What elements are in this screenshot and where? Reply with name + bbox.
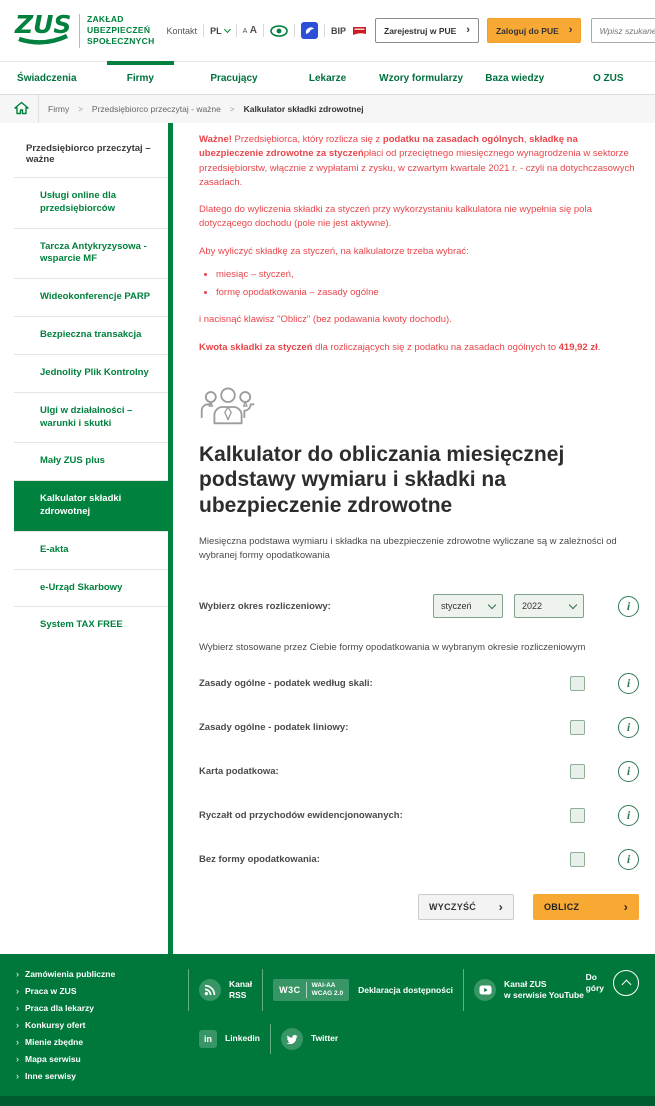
footer-middle bbox=[174, 969, 641, 1088]
info-icon[interactable]: i bbox=[618, 849, 639, 870]
nav-item-swiadczenia[interactable]: Świadczenia bbox=[17, 73, 77, 84]
divider bbox=[294, 24, 295, 37]
nav-item-pracujacy[interactable]: Pracujący bbox=[210, 73, 258, 84]
breadcrumb-separator: > bbox=[229, 104, 235, 114]
notice-bullet: • formę opodatkowania – zasady ogólne bbox=[216, 286, 639, 300]
search-input[interactable] bbox=[591, 18, 655, 43]
option-row-bez-formy bbox=[199, 849, 639, 870]
period-row bbox=[199, 594, 639, 618]
sidebar-item-e-urzad-skarbowy[interactable]: e-Urząd Skarbowy bbox=[14, 569, 173, 607]
month-select[interactable]: styczeń bbox=[433, 594, 503, 618]
nav-item-o-zus[interactable]: O ZUS bbox=[592, 73, 624, 84]
notice-bullet: • miesiąc – styczeń, bbox=[216, 268, 639, 282]
bip-logo-icon[interactable] bbox=[352, 24, 367, 38]
divider bbox=[262, 969, 263, 1011]
divider bbox=[188, 969, 189, 1011]
notice-paragraph-1: Ważne! Przedsiębiorca, który rozlicza się z podatku na zasadach ogólnych, składkę na ubezpieczenie zdrowotne za styczeńpłaci od przeciętnego miesięcznego wynagrodzenia w sektorze przedsiębiorstw, włącznie z wypłatami z zysku, w czwartym kwartale 2021 r. - czyli na dotychczasowych zasadach. bbox=[199, 134, 635, 188]
footer-link-mapa[interactable]: › Mapa serwisu bbox=[16, 1054, 81, 1065]
divider bbox=[263, 24, 264, 37]
sign-language-icon[interactable] bbox=[301, 22, 318, 39]
chevron-right-icon: › bbox=[16, 1071, 19, 1082]
info-icon[interactable]: i bbox=[618, 717, 639, 738]
checkbox-karta-podatkowa[interactable] bbox=[570, 764, 585, 779]
zus-logo-icon bbox=[14, 9, 72, 52]
chevron-right-icon: › bbox=[16, 1003, 19, 1014]
notice-paragraph-4: i nacisnąć klawisz "Oblicz" (bez podawania kwoty dochodu). bbox=[199, 314, 452, 326]
chevron-right-icon: › bbox=[16, 1054, 19, 1065]
option-label: Karta podatkowa: bbox=[199, 766, 279, 778]
divider bbox=[38, 95, 39, 123]
breadcrumb-separator: > bbox=[78, 104, 83, 114]
site-search bbox=[591, 18, 655, 43]
calculate-button[interactable]: OBLICZ › bbox=[533, 894, 639, 920]
year-select[interactable]: 2022 bbox=[514, 594, 584, 618]
sidebar-item-e-akta[interactable]: E-akta bbox=[14, 531, 173, 569]
notice-paragraph-2: Dlatego do wyliczenia składki za styczeń przy wykorzystaniu kalkulatora nie wypełnia się pola dotyczącego dochodu (pole nie jest aktywne). bbox=[199, 204, 592, 230]
kontakt-link[interactable]: Kontakt bbox=[166, 25, 198, 36]
chevron-down-icon bbox=[224, 25, 231, 32]
footer-link-konkursy[interactable]: › Konkursy ofert bbox=[16, 1020, 86, 1031]
sidebar-item-kalkulator-skladki[interactable]: Kalkulator składki zdrowotnej bbox=[14, 480, 173, 531]
notice-bullet-list bbox=[199, 268, 639, 301]
checkbox-zasady-skala[interactable] bbox=[570, 676, 585, 691]
register-pue-button[interactable]: Zarejestruj w PUE › bbox=[375, 18, 479, 43]
info-icon[interactable]: i bbox=[618, 596, 639, 617]
nav-item-firmy[interactable]: Firmy bbox=[94, 62, 188, 94]
rss-link[interactable]: Kanał RSS bbox=[199, 979, 252, 1001]
footer-links bbox=[16, 969, 174, 1088]
divider bbox=[270, 1024, 271, 1054]
info-icon[interactable]: i bbox=[618, 805, 639, 826]
footer-bottom-strip bbox=[0, 1096, 655, 1106]
sidebar-item-tax-free[interactable]: System TAX FREE bbox=[14, 606, 173, 644]
chevron-right-icon: › bbox=[16, 969, 19, 980]
page-title: Kalkulator do obliczania miesięcznej podstawy wymiaru i składki na ubezpieczenie zdrowotne bbox=[199, 442, 565, 517]
option-label: Zasady ogólne - podatek liniowy: bbox=[199, 722, 349, 734]
option-label: Ryczałt od przychodów ewidencjonowanych: bbox=[199, 810, 403, 822]
breadcrumb-current: Kalkulator składki zdrowotnej bbox=[243, 104, 364, 114]
breadcrumb-firmy[interactable]: Firmy bbox=[48, 104, 70, 114]
back-to-top-label: Do góry bbox=[585, 971, 604, 994]
sidebar-title: Przedsiębiorco przeczytaj – ważne bbox=[26, 143, 151, 165]
option-label: Zasady ogólne - podatek według skali: bbox=[199, 678, 373, 690]
divider bbox=[463, 969, 464, 1011]
notice-paragraph-5: Kwota składki za styczeń dla rozliczających się z podatku na zasadach ogólnych to 419,92 zł. bbox=[199, 341, 601, 353]
calculator-intro: Miesięczna podstawa wymiaru i składka na ubezpieczenie zdrowotne wyliczane są w zależności od wybranej formy opodatkowania bbox=[199, 535, 617, 562]
divider bbox=[324, 24, 325, 37]
bip-link[interactable]: BIP bbox=[331, 25, 347, 36]
chevron-right-icon: › bbox=[16, 986, 19, 997]
chevron-down-icon bbox=[569, 600, 577, 608]
rss-icon bbox=[199, 979, 221, 1001]
footer-link-zamowienia[interactable]: › Zamówienia publiczne bbox=[16, 969, 116, 980]
language-selector[interactable]: PL bbox=[210, 26, 230, 36]
twitter-icon bbox=[281, 1028, 303, 1050]
footer-link-inne[interactable]: › Inne serwisy bbox=[16, 1071, 77, 1082]
chevron-down-icon bbox=[488, 600, 496, 608]
org-name: ZAKŁAD UBEZPIECZEŃ SPOŁECZNYCH bbox=[87, 13, 155, 47]
login-pue-button[interactable]: Zaloguj do PUE › bbox=[487, 18, 581, 43]
sidebar-item-jpk[interactable]: Jednolity Plik Kontrolny bbox=[14, 354, 173, 392]
twitter-link[interactable]: Twitter bbox=[281, 1028, 338, 1050]
sidebar bbox=[0, 123, 173, 954]
option-row-zasady-skala bbox=[199, 673, 639, 694]
header-utilities bbox=[167, 22, 367, 39]
main-content bbox=[173, 123, 655, 954]
nav-item-lekarze[interactable]: Lekarze bbox=[308, 73, 347, 84]
accessibility-declaration-link[interactable]: Deklaracja dostępności bbox=[358, 985, 454, 996]
svg-text:ZUS: ZUS bbox=[15, 10, 72, 39]
footer-link-mienie[interactable]: › Mienie zbędne bbox=[16, 1037, 84, 1048]
form-actions bbox=[199, 894, 639, 920]
linkedin-link[interactable]: in Linkedin bbox=[199, 1030, 260, 1048]
chevron-right-icon: › bbox=[466, 24, 470, 36]
main-nav bbox=[0, 61, 655, 95]
linkedin-icon: in bbox=[199, 1030, 217, 1048]
clear-button[interactable]: WYCZYŚĆ › bbox=[418, 894, 514, 920]
info-icon[interactable]: i bbox=[618, 761, 639, 782]
footer-row-2 bbox=[178, 1024, 641, 1054]
checkbox-bez-formy[interactable] bbox=[570, 852, 585, 867]
font-size-toggle[interactable]: A A bbox=[242, 25, 257, 36]
sidebar-item-maly-zus-plus[interactable]: Mały ZUS plus bbox=[14, 442, 173, 480]
chevron-right-icon: › bbox=[568, 24, 573, 36]
sidebar-item-uslugi-online[interactable]: Usługi online dla przedsiębiorców bbox=[14, 177, 173, 228]
logo-divider bbox=[79, 14, 80, 48]
option-row-ryczalt bbox=[199, 805, 639, 826]
nav-item-baza-wiedzy[interactable]: Baza wiedzy bbox=[485, 73, 545, 84]
notice-paragraph-3: Aby wyliczyć składkę za styczeń, na kalkulatorze trzeba wybrać: bbox=[199, 245, 469, 257]
sidebar-item-ulgi[interactable]: Ulgi w działalności – warunki i skutki bbox=[14, 392, 173, 443]
sidebar-item-wideokonferencje[interactable]: Wideokonferencje PARP bbox=[14, 278, 173, 316]
wcag-badge[interactable]: W3C WAI-AA WCAG 2.0 bbox=[273, 979, 349, 1001]
youtube-link[interactable]: Kanał ZUS w serwisie YouTube bbox=[474, 979, 584, 1001]
sidebar-accent-bar bbox=[168, 123, 173, 954]
chevron-right-icon: › bbox=[498, 900, 503, 915]
zus-brand[interactable] bbox=[14, 9, 155, 52]
divider bbox=[203, 24, 204, 37]
chevron-up-icon bbox=[621, 980, 631, 990]
footer-link-praca-w-zus[interactable]: › Praca w ZUS bbox=[16, 986, 77, 997]
divider bbox=[236, 24, 237, 37]
header bbox=[0, 0, 655, 61]
checkbox-ryczalt[interactable] bbox=[570, 808, 585, 823]
info-icon[interactable]: i bbox=[618, 673, 639, 694]
option-label: Bez formy opodatkowania: bbox=[199, 854, 320, 866]
people-group-icon bbox=[199, 385, 639, 434]
youtube-icon bbox=[474, 979, 496, 1001]
option-row-zasady-liniowy bbox=[199, 717, 639, 738]
sidebar-item-bezpieczna-transakcja[interactable]: Bezpieczna transakcja bbox=[14, 316, 173, 354]
chevron-right-icon: › bbox=[16, 1020, 19, 1031]
chevron-right-icon: › bbox=[623, 900, 628, 915]
footer-row-1 bbox=[178, 969, 641, 1011]
high-contrast-eye-icon[interactable] bbox=[270, 25, 288, 37]
breadcrumb-przedsiebiorco[interactable]: Przedsiębiorco przeczytaj - ważne bbox=[91, 104, 221, 114]
alert-notice bbox=[199, 133, 639, 355]
footer bbox=[0, 954, 655, 1096]
tax-forms-label: Wybierz stosowane przez Ciebie formy opodatkowania w wybranym okresie rozliczeniowym bbox=[199, 642, 586, 654]
content bbox=[0, 123, 655, 954]
footer-link-praca-dla-lekarzy[interactable]: › Praca dla lekarzy bbox=[16, 1003, 94, 1014]
sidebar-item-tarcza[interactable]: Tarcza Antykryzysowa - wsparcie MF bbox=[14, 228, 173, 279]
chevron-right-icon: › bbox=[16, 1037, 19, 1048]
nav-item-wzory-formularzy[interactable]: Wzory formularzy bbox=[379, 73, 464, 84]
home-icon[interactable] bbox=[14, 101, 29, 117]
checkbox-zasady-liniowy[interactable] bbox=[570, 720, 585, 735]
breadcrumb bbox=[0, 95, 655, 123]
option-row-karta-podatkowa bbox=[199, 761, 639, 782]
period-label: Wybierz okres rozliczeniowy: bbox=[199, 600, 331, 612]
